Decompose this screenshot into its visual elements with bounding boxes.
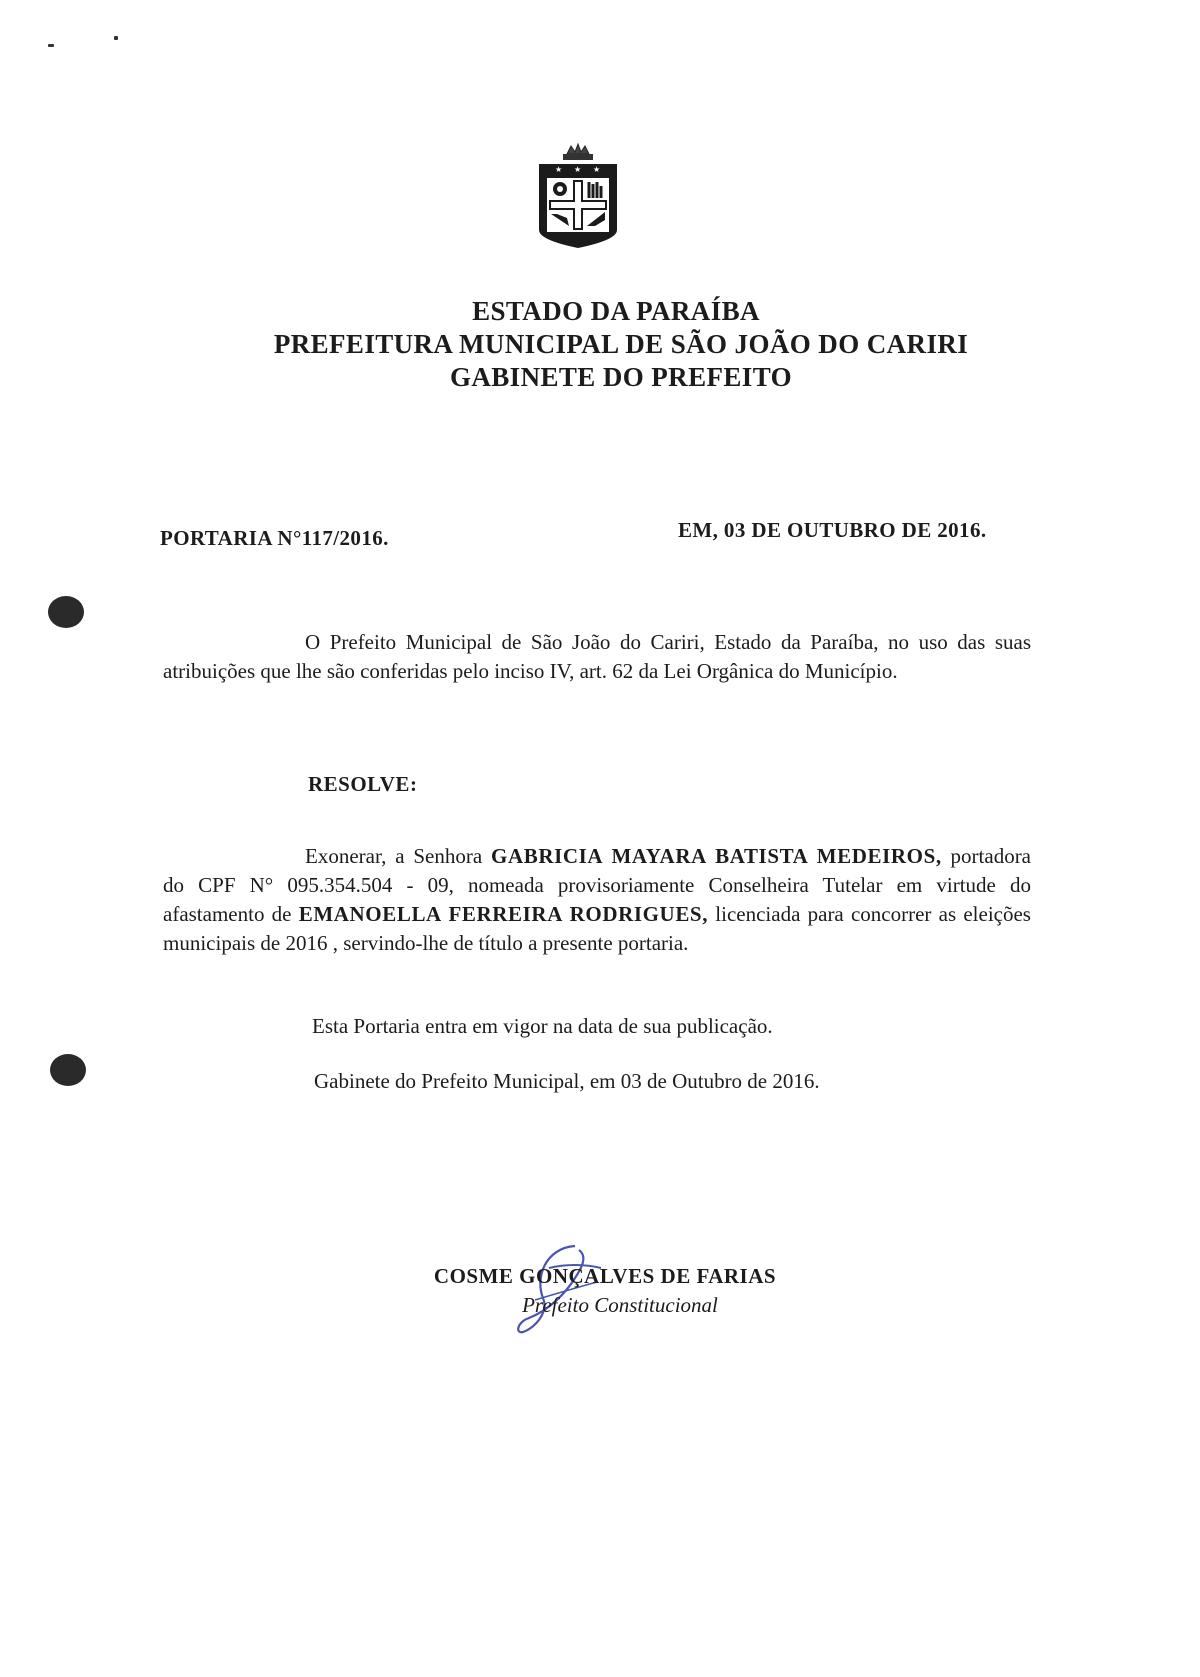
portaria-number: PORTARIA N°117/2016. (160, 526, 389, 550)
exoneration-middle: portadora do CPF N° 095.354.504 - 09, nomeada provisoriamente Conselheira Tutelar em virtude do afastamento de (163, 844, 1032, 926)
state-title: ESTADO DA PARAÍBA (472, 296, 760, 326)
resolve-heading: RESOLVE: (308, 772, 418, 796)
signatory-title: Prefeito Constitucional (522, 1293, 718, 1317)
person-name: GABRICIA MAYARA BATISTA MEDEIROS, (491, 844, 942, 868)
scan-speck (114, 36, 118, 40)
intro-paragraph (163, 628, 1031, 686)
coat-of-arms-icon (533, 140, 623, 252)
vigor-paragraph: Esta Portaria entra em vigor na data de sua publicação. (312, 1014, 773, 1038)
portaria-date: EM, 03 DE OUTUBRO DE 2016. (678, 518, 987, 542)
scan-speck (48, 44, 54, 47)
punch-hole (48, 596, 84, 628)
exoneration-suffix: licenciada para concorrer as eleições municipais de 2016 , servindo-lhe de título a presente portaria. (163, 902, 1031, 955)
svg-text:★: ★ (574, 165, 582, 174)
signatory-name: COSME GONÇALVES DE FARIAS (433, 1264, 777, 1288)
exoneration-prefix: Exonerar, a Senhora (305, 844, 492, 868)
svg-text:★: ★ (555, 165, 563, 174)
office-title: GABINETE DO PREFEITO (449, 362, 793, 392)
exoneration-paragraph (163, 842, 1031, 958)
gabinete-paragraph: Gabinete do Prefeito Municipal, em 03 de Outubro de 2016. (314, 1069, 820, 1093)
municipality-title: PREFEITURA MUNICIPAL DE SÃO JOÃO DO CARIRI (273, 329, 969, 359)
replaced-person-name: EMANOELLA FERREIRA RODRIGUES, (298, 902, 709, 926)
punch-hole (50, 1054, 86, 1086)
svg-text:★: ★ (593, 165, 601, 174)
document-header (0, 295, 1200, 394)
intro-text: O Prefeito Municipal de São João do Cariri, Estado da Paraíba, no uso das suas atribuições que lhe são conferidas pelo inciso IV, art. 62 da Lei Orgânica do Município. (163, 630, 1031, 683)
